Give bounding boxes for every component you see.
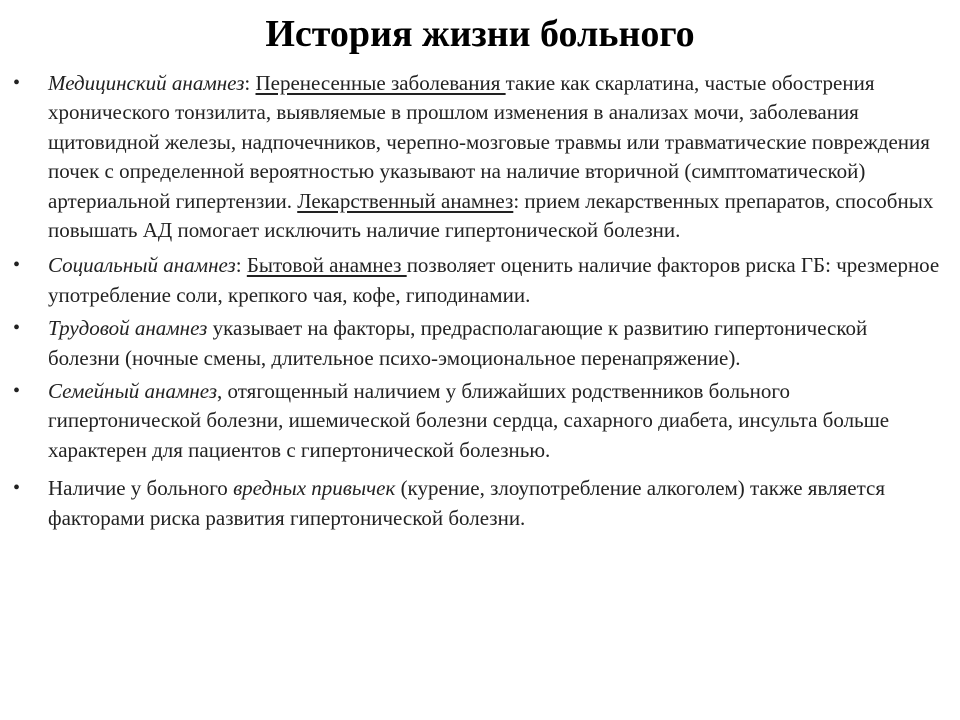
bullet-work-history	[0, 314, 960, 373]
bullet-dot-icon: •	[13, 477, 21, 500]
term-household-history: Бытовой анамнез	[246, 253, 407, 278]
text-segment: позволяет оценить наличие факторов риска ГБ: чрезмерное употребление соли, крепкого чая, кофе, гиподинамии.	[48, 253, 940, 307]
text-segment: указывает на факторы, предрасполагающие к развитию гипертонической болезни (ночные смены, длительное психо-эмоциональное перенапряжение).	[48, 316, 868, 370]
bullet-family-history	[0, 377, 960, 465]
term-family-history: Семейный анамнез	[48, 379, 218, 404]
slide-title: История жизни больного	[265, 13, 695, 55]
text-segment: :	[235, 253, 247, 278]
bullet-dot-icon: •	[13, 317, 21, 340]
text-segment: такие как скарлатина, частые обострения хронического тонзилита, выявляемые в прошлом изменения в анализах мочи, заболевания щитовидной железы, надпочечников, черепно-мозговые травмы или травматические повреждения почек с определенной вероятностью указывают на наличие вторичной (симптоматической) артериальной гипертензии.	[48, 71, 930, 213]
text-segment: : прием лекарственных препаратов, способных повышать АД помогает исключить наличие гипертонической болезни.	[48, 188, 934, 243]
term-past-diseases: Перенесенные заболевания	[255, 71, 506, 95]
bullet-list	[0, 69, 960, 533]
bullet-medical-history	[0, 69, 960, 245]
term-drug-history: Лекарственный анамнез	[297, 188, 514, 213]
term-medical-history: Медицинский анамнез	[48, 71, 245, 95]
text-segment: Наличие у больного	[48, 476, 234, 501]
bullet-bad-habits	[0, 474, 960, 533]
bullet-dot-icon: •	[13, 380, 21, 403]
bullet-social-history	[0, 251, 960, 310]
bullet-dot-icon: •	[13, 72, 21, 94]
term-social-history: Социальный анамнез	[48, 253, 236, 278]
text-segment: (курение, злоупотребление алкоголем) также является факторами риска развития гипертонической болезни.	[48, 476, 885, 530]
text-segment: , отягощенный наличием у ближайших родственников больного гипертонической болезни, ишемической болезни сердца, сахарного диабета, инсульта больше характерен для пациентов с гипертонической болезнью.	[48, 379, 890, 462]
text-segment: :	[244, 71, 256, 95]
term-work-history: Трудовой анамнез	[48, 316, 208, 341]
bullet-dot-icon: •	[13, 254, 21, 277]
term-bad-habits: вредных привычек	[233, 476, 396, 501]
